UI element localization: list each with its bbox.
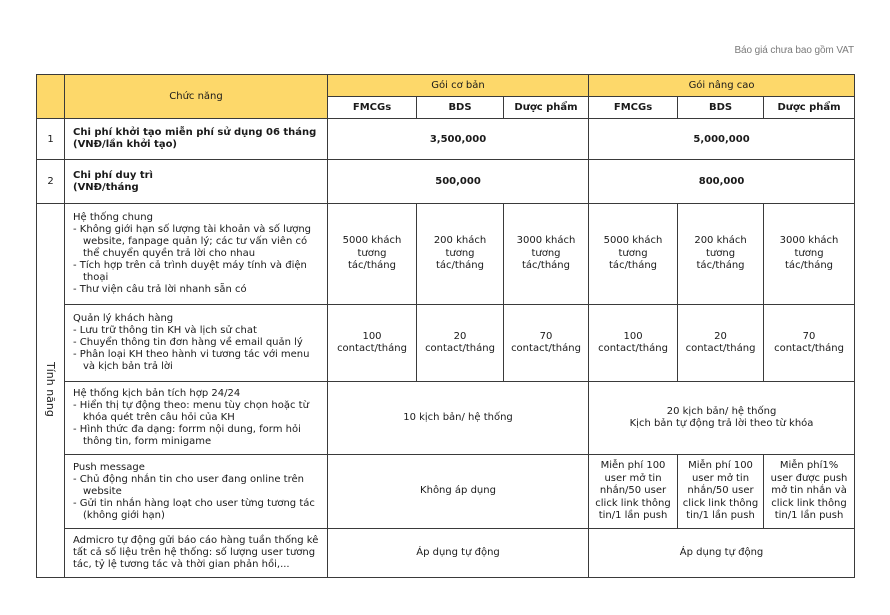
feature-item: - Tích hợp trên cả trình duyệt máy tính và điện thoại — [73, 260, 319, 284]
feature-title: Push message — [73, 461, 145, 473]
value-cell: 3000 khách tương tác/tháng — [764, 204, 855, 305]
feature-item: - Chủ động nhắn tin cho user đang online trên website — [73, 474, 319, 498]
feature-item: - Chuyển thông tin đơn hàng về email quản lý — [73, 337, 319, 349]
header-group-advanced: Gói nâng cao — [589, 75, 855, 97]
feature-scripts — [65, 382, 328, 455]
row-title — [65, 119, 328, 160]
feature-general — [65, 204, 328, 305]
table-row-setup — [37, 119, 855, 160]
feature-report: Admicro tự động gửi báo cáo hàng tuần thống kê tất cả số liệu trên hệ thống: số lượng user tương tác, tỷ lệ tương tác và thời gian phản hồi,... — [65, 529, 328, 578]
vat-note: Báo giá chưa bao gồm VAT — [734, 45, 854, 56]
push-advanced-cell: Miễn phí1% user được push mở tin nhắn và click link thông tin/1 lần push — [764, 455, 855, 529]
header-sub-fmcgs: FMCGs — [328, 97, 417, 119]
scripts-advanced — [589, 382, 855, 455]
feature-title: Quản lý khách hàng — [73, 313, 174, 324]
feature-item: - Thư viện câu trả lời nhanh sẵn có — [73, 284, 319, 296]
table-row-report — [37, 529, 855, 578]
feature-item: - Hình thức đa dạng: forrm nội dung, form hỏi thông tin, form minigame — [73, 424, 319, 448]
row-title — [65, 160, 328, 204]
value-cell: 5000 khách tương tác/tháng — [589, 204, 678, 305]
feature-item: - Phân loại KH theo hành vi tương tác với menu và kịch bản trả lời — [73, 349, 319, 373]
header-feature: Chức năng — [65, 75, 328, 119]
header-sub-fmcgs: FMCGs — [589, 97, 678, 119]
header-sub-duoc-pham: Dược phẩm — [764, 97, 855, 119]
value-cell: 200 khách tương tác/tháng — [678, 204, 764, 305]
value-cell: 70 contact/tháng — [504, 305, 589, 382]
value-cell: 100 contact/tháng — [328, 305, 417, 382]
value-cell: 3000 khách tương tác/tháng — [504, 204, 589, 305]
value-cell: 5000 khách tương tác/tháng — [328, 204, 417, 305]
value-cell: 20 contact/tháng — [678, 305, 764, 382]
table-row-push — [37, 455, 855, 529]
feature-title: Hệ thống kịch bản tích hợp 24/24 — [73, 388, 241, 399]
feature-push — [65, 455, 328, 529]
row-title-line1: Chi phí khởi tạo miễn phí sử dụng 06 tháng — [73, 127, 317, 138]
header-index-cell — [37, 75, 65, 119]
features-label: Tính năng — [44, 361, 57, 417]
feature-title: Hệ thống chung — [73, 212, 153, 223]
row-title-line2: (VNĐ/tháng — [73, 181, 139, 193]
table-row-general — [37, 204, 855, 305]
price-advanced: 5,000,000 — [589, 119, 855, 160]
feature-customers — [65, 305, 328, 382]
feature-item: - Hiển thị tự động theo: menu tùy chọn hoặc từ khóa quét trên câu hỏi của KH — [73, 400, 319, 424]
header-group-basic: Gói cơ bản — [328, 75, 589, 97]
row-index: 1 — [37, 119, 65, 160]
push-advanced-cell: Miễn phí 100 user mở tin nhắn/50 user click link thông tin/1 lần push — [589, 455, 678, 529]
feature-item: - Gửi tin nhắn hàng loạt cho user từng tương tác (không giới hạn) — [73, 498, 319, 522]
report-advanced: Áp dụng tự động — [589, 529, 855, 578]
feature-item: - Không giới hạn số lượng tài khoản và số lượng website, fanpage quản lý; các tư vấn viên có thể chuyển quyền trả lời cho nhau — [73, 224, 319, 260]
scripts-advanced-line2: Kịch bản tự động trả lời theo từ khóa — [629, 418, 814, 429]
report-basic: Áp dụng tự động — [328, 529, 589, 578]
table-row-maintain — [37, 160, 855, 204]
header-sub-bds: BDS — [417, 97, 504, 119]
price-basic: 500,000 — [328, 160, 589, 204]
scripts-advanced-line1: 20 kịch bản/ hệ thống — [666, 405, 777, 417]
push-advanced-cell: Miễn phí 100 user mở tin nhắn/50 user click link thông tin/1 lần push — [678, 455, 764, 529]
value-cell: 200 khách tương tác/tháng — [417, 204, 504, 305]
row-title-line2: (VNĐ/lần khởi tạo) — [73, 139, 178, 150]
scripts-basic: 10 kịch bản/ hệ thống — [328, 382, 589, 455]
push-basic: Không áp dụng — [328, 455, 589, 529]
price-advanced: 800,000 — [589, 160, 855, 204]
value-cell: 20 contact/tháng — [417, 305, 504, 382]
value-cell: 70 contact/tháng — [764, 305, 855, 382]
value-cell: 100 contact/tháng — [589, 305, 678, 382]
row-index: 2 — [37, 160, 65, 204]
price-basic: 3,500,000 — [328, 119, 589, 160]
table-row-customers — [37, 305, 855, 382]
header-sub-duoc-pham: Dược phẩm — [504, 97, 589, 119]
table-row-scripts — [37, 382, 855, 455]
feature-item: - Lưu trữ thông tin KH và lịch sử chat — [73, 325, 319, 337]
features-group-label — [37, 204, 65, 578]
row-title-line1: Chi phí duy trì — [73, 169, 153, 181]
pricing-table — [36, 74, 855, 578]
header-sub-bds: BDS — [678, 97, 764, 119]
